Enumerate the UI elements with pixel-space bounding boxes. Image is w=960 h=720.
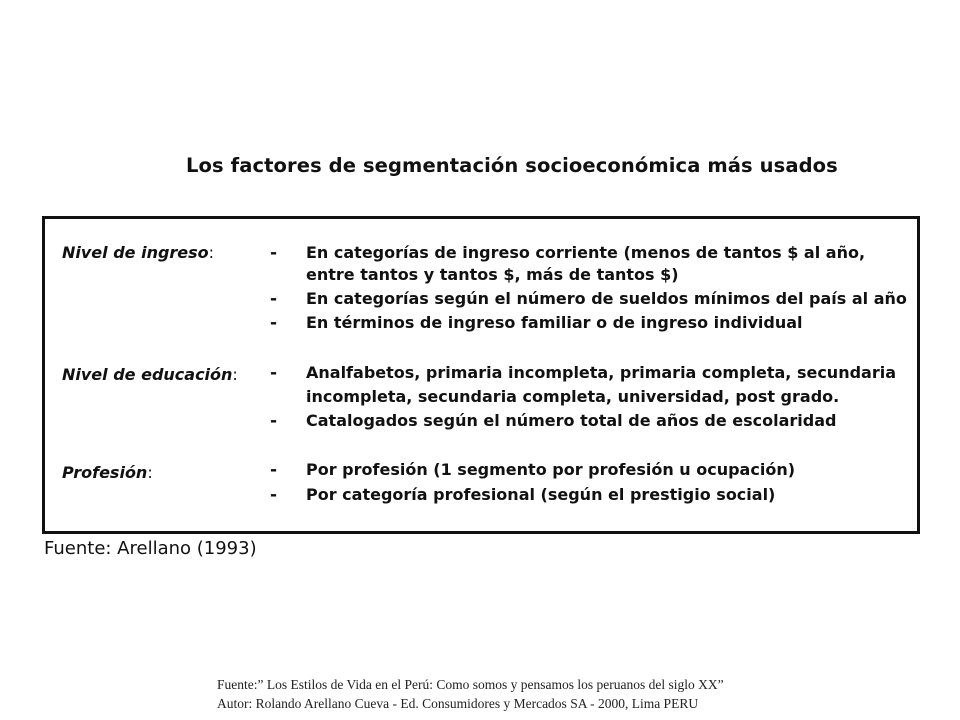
bullet-dash: - bbox=[270, 460, 278, 480]
profesion-item-1: Por profesión (1 segmento por profesión u ocupación) bbox=[306, 460, 796, 479]
table-title: Los factores de segmentación socioeconómica más usados bbox=[186, 154, 838, 177]
bullet-dash: - bbox=[270, 363, 278, 383]
bullet-dash: - bbox=[270, 243, 278, 263]
section-label-ingreso: Nivel de ingreso: bbox=[62, 243, 215, 262]
educacion-item-1-line-2: incompleta, secundaria completa, universidad, post grado. bbox=[306, 387, 840, 406]
ingreso-item-1-line-1: En categorías de ingreso corriente (menos de tantos $ al año, bbox=[306, 243, 866, 262]
ingreso-item-3: En términos de ingreso familiar o de ingreso individual bbox=[306, 313, 803, 332]
profesion-item-2: Por categoría profesional (según el prestigio social) bbox=[306, 485, 776, 504]
bullet-dash: - bbox=[270, 289, 278, 309]
bullet-dash: - bbox=[270, 485, 278, 505]
section-label-profesion: Profesión: bbox=[62, 463, 153, 482]
educacion-item-1-line-1: Analfabetos, primaria incompleta, primaria completa, secundaria bbox=[306, 363, 897, 382]
educacion-item-2: Catalogados según el número total de años de escolaridad bbox=[306, 411, 837, 430]
ingreso-item-2: En categorías según el número de sueldos mínimos del país al año bbox=[306, 289, 907, 308]
credit-line-author: Autor: Rolando Arellano Cueva - Ed. Consumidores y Mercados SA - 2000, Lima PERU bbox=[217, 696, 699, 711]
table-source: Fuente: Arellano (1993) bbox=[44, 538, 257, 559]
ingreso-item-1-line-2: entre tantos y tantos $, más de tantos $) bbox=[306, 265, 679, 284]
section-label-educacion: Nivel de educación: bbox=[62, 365, 238, 384]
credit-line-source: Fuente:” Los Estilos de Vida en el Perú: Como somos y pensamos los peruanos del siglo XX” bbox=[217, 677, 724, 692]
bullet-dash: - bbox=[270, 313, 278, 333]
bullet-dash: - bbox=[270, 411, 278, 431]
